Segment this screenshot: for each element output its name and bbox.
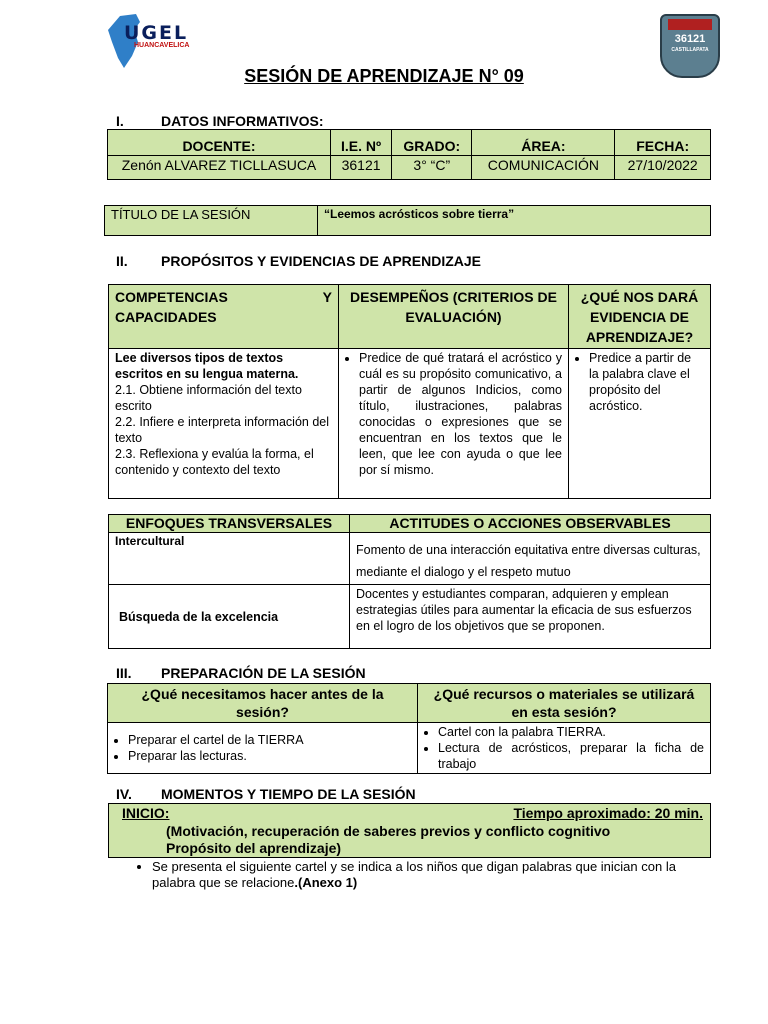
desempenos-header: DESEMPEÑOS (CRITERIOS DE EVALUACIÓN) — [339, 285, 569, 349]
section-1-label: DATOS INFORMATIVOS: — [161, 113, 324, 129]
inicio-description: (Motivación, recuperación de saberes previos y conflicto cognitivo Propósito del aprendizaje) — [166, 823, 611, 856]
docente-header: DOCENTE: — [108, 130, 331, 156]
section-4-heading — [116, 786, 416, 802]
capacidad-2: 2.2. Infiere e interpreta información del texto — [115, 415, 330, 445]
evidencia-header: ¿QUÉ NOS DARÁ EVIDENCIA DE APRENDIZAJE? — [569, 285, 711, 349]
recursos-cell — [418, 723, 711, 774]
titulo-table — [104, 205, 711, 236]
antes-cell — [108, 723, 418, 774]
badge-number: 36121 — [674, 33, 706, 45]
capacidad-1: 2.1. Obtiene información del texto escrito — [115, 383, 302, 413]
grado-header: GRADO: — [392, 130, 472, 156]
actitud-intercultural: Fomento de una interacción equitativa entre diversas culturas, mediante el dialogo y el respeto mutuo — [350, 533, 711, 585]
area-header: ÁREA: — [472, 130, 615, 156]
docente-value: Zenón ALVAREZ TICLLASUCA — [108, 156, 331, 180]
badge-subtext: CASTILLAPATA — [671, 47, 709, 53]
inicio-tiempo: Tiempo aproximado: 20 min. — [513, 805, 703, 821]
inicio-bullet-block — [128, 859, 712, 891]
capacidad-3: 2.3. Reflexiona y evalúa la forma, el contenido y contexto del texto — [115, 447, 314, 477]
antes-item-1: • Preparar el cartel de la TIERRA — [128, 732, 411, 748]
section-4-label: MOMENTOS Y TIEMPO DE LA SESIÓN — [161, 786, 416, 802]
desempeno-cell — [339, 349, 569, 499]
antes-header: ¿Qué necesitamos hacer antes de la sesión? — [108, 684, 418, 723]
section-3-label: PREPARACIÓN DE LA SESIÓN — [161, 665, 366, 681]
inicio-label: INICIO: — [122, 805, 170, 821]
fecha-value: 27/10/2022 — [615, 156, 711, 180]
enfoque-excelencia: Búsqueda de la excelencia — [109, 585, 350, 649]
ugel-text: UGEL — [124, 22, 189, 44]
recursos-item-2: • Lectura de acrósticos, preparar la ficha de trabajo — [438, 740, 704, 772]
enfoques-header: ENFOQUES TRANSVERSALES — [109, 515, 350, 533]
titulo-value: “Leemos acrósticos sobre tierra” — [318, 206, 711, 236]
ugel-subtext: HUANCAVELICA — [134, 42, 190, 49]
ie-header: I.E. Nº — [331, 130, 392, 156]
area-value: COMUNICACIÓN — [472, 156, 615, 180]
section-2-num: II. — [116, 253, 128, 269]
section-4-num: IV. — [116, 786, 132, 802]
evidencia-cell — [569, 349, 711, 499]
recursos-header: ¿Qué recursos o materiales se utilizará en esta sesión? — [418, 684, 711, 723]
desempeno-item: • Predice de qué tratará el acróstico y cuál es su propósito comunicativo, a partir de algunos Indicios, como título, ilustraciones, palabras conocidas o expresiones que se encuentran en los textos que le leen, que lee con ayuda o que lee por sí mismo. — [359, 350, 562, 478]
recursos-item-1: • Cartel con la palabra TIERRA. — [438, 724, 704, 740]
actitudes-header: ACTITUDES O ACCIONES OBSERVABLES — [350, 515, 711, 533]
grado-value: 3° “C” — [392, 156, 472, 180]
ie-value: 36121 — [331, 156, 392, 180]
actitud-excelencia: Docentes y estudiantes comparan, adquieren y emplean estrategias útiles para aumentar la eficacia de sus esfuerzos en el logro de los objetivos que se proponen. — [350, 585, 711, 649]
evidencia-item: • Predice a partir de la palabra clave el propósito del acróstico. — [589, 350, 704, 414]
inicio-bullet — [152, 859, 712, 891]
fecha-header: FECHA: — [615, 130, 711, 156]
competencias-cell — [109, 349, 339, 499]
section-3-heading — [116, 665, 366, 681]
ugel-logo — [106, 12, 198, 70]
competencias-header: COMPETENCIAS Y CAPACIDADES — [109, 285, 339, 349]
section-2-label: PROPÓSITOS Y EVIDENCIAS DE APRENDIZAJE — [161, 253, 482, 269]
enfoques-table — [108, 514, 711, 649]
badge-band — [668, 19, 712, 30]
antes-item-2: • Preparar las lecturas. — [128, 748, 411, 764]
titulo-label: TÍTULO DE LA SESIÓN — [105, 206, 318, 236]
section-1-heading — [116, 113, 324, 129]
propositos-table — [108, 284, 711, 499]
section-1-num: I. — [116, 113, 124, 129]
section-3-num: III. — [116, 665, 132, 681]
competencia-title: Lee diversos tipos de textos escritos en su lengua materna. — [115, 351, 299, 381]
inicio-box — [108, 803, 711, 858]
enfoque-intercultural: Intercultural — [109, 533, 350, 585]
inicio-bullet-text: Se presenta el siguiente cartel y se indica a los niños que digan palabras que inician con la palabra que se relacione — [152, 859, 676, 890]
inicio-anexo: .(Anexo 1) — [294, 875, 358, 890]
info-table — [107, 129, 711, 180]
page-title: SESIÓN DE APRENDIZAJE N° 09 — [244, 66, 524, 86]
section-2-heading — [116, 253, 481, 269]
preparacion-table — [107, 683, 711, 774]
